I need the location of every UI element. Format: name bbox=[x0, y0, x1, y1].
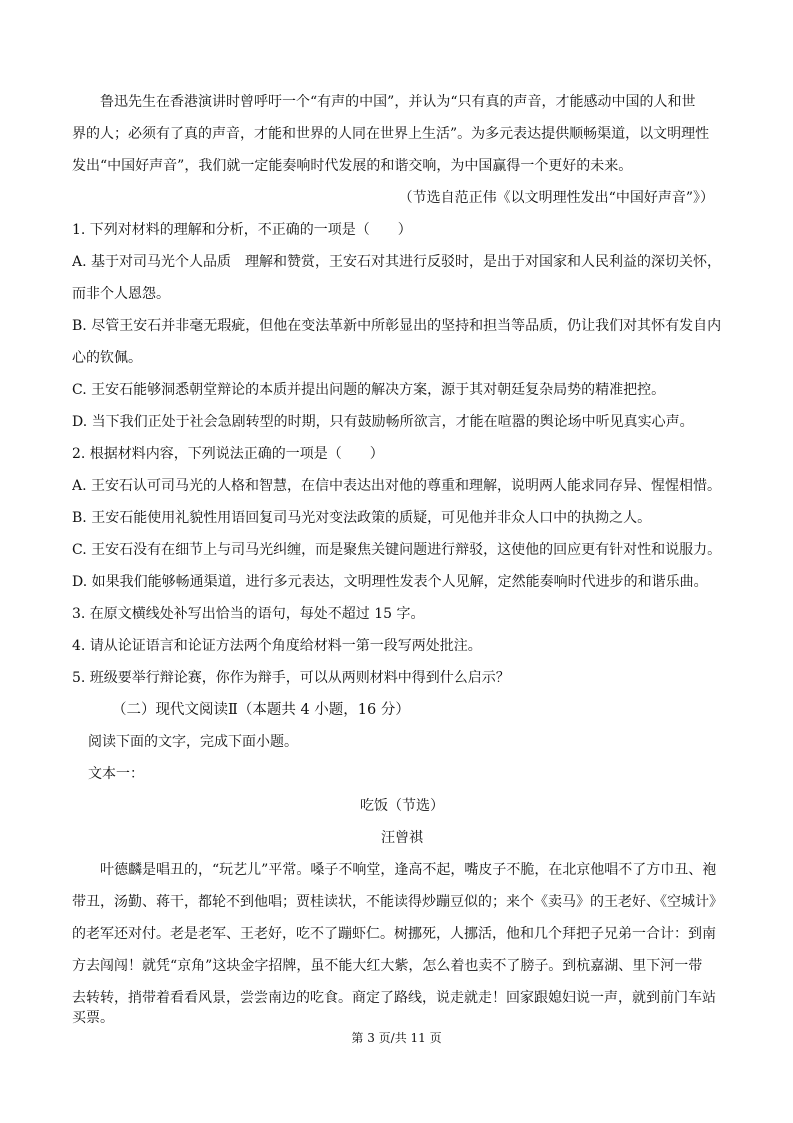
passage-source: （节选自范正伟《以文明理性发出“中国好声音”》） bbox=[398, 190, 714, 206]
question-1-stem: 1. 下列对材料的理解和分析，不正确的一项是（ ） bbox=[72, 222, 412, 238]
passage-line: 界的人；必须有了真的声音，才能和世界的人同在世界上生活”。为多元表达提供顺畅渠道，以文明理性 bbox=[72, 126, 710, 142]
article-line: 去转转，捎带着看看风景，尝尝南边的吃食。商定了路线，说走就走！回家跟媳妇说一声，就到前门车站 bbox=[72, 990, 716, 1006]
article-line: 叶德麟是唱丑的，“玩艺儿”平常。嗓子不响堂，逢高不起，嘴皮子不脆，在北京他唱不了方巾丑、袍 bbox=[100, 862, 717, 878]
article-line: 带丑，汤勤、蒋干，都轮不到他唱；贾桂读状，不能读得炒蹦豆似的；来个《卖马》的王老好、《空城计》 bbox=[72, 894, 723, 910]
question-2-option-a: A. 王安石认可司马光的人格和智慧，在信中表达出对他的尊重和理解，说明两人能求同存异、惺惺相惜。 bbox=[72, 478, 722, 494]
section-instruction: 阅读下面的文字，完成下面小题。 bbox=[88, 734, 298, 750]
question-4: 4. 请从论证语言和论证方法两个角度给材料一第一段写两处批注。 bbox=[72, 638, 482, 654]
question-1-option-b: B. 尽管王安石并非毫无瑕疵，但他在变法革新中所彰显出的坚持和担当等品质，仍让我们对其怀有发自内 bbox=[72, 318, 722, 334]
question-1-option-b-cont: 心的钦佩。 bbox=[72, 350, 142, 366]
page-footer: 第 3 页/共 11 页 bbox=[351, 1031, 442, 1045]
question-1-option-a-cont: 而非个人恩怨。 bbox=[72, 286, 170, 302]
question-5: 5. 班级要举行辩论赛，你作为辩手，可以从两则材料中得到什么启示？ bbox=[72, 670, 510, 686]
question-1-option-a: A. 基于对司马光个人品质 理解和赞赏，王安石对其进行反驳时，是出于对国家和人民利益的深切关怀， bbox=[72, 254, 722, 270]
question-1-option-c: C. 王安石能够洞悉朝堂辩论的本质并提出问题的解决方案，源于其对朝廷复杂局势的精准把控。 bbox=[72, 382, 666, 398]
section-heading: （二）现代文阅读Ⅱ（本题共 4 小题，16 分） bbox=[112, 702, 410, 718]
question-3: 3. 在原文横线处补写出恰当的语句，每处不超过 15 字。 bbox=[72, 606, 425, 622]
article-title: 吃饭（节选） bbox=[360, 798, 444, 814]
passage-line: 发出“中国好声音”，我们就一定能奏响时代发展的和谐交响，为中国赢得一个更好的未来。 bbox=[72, 158, 633, 174]
passage-line: 鲁迅先生在香港演讲时曾呼吁一个“有声的中国”，并认为“只有真的声音，才能感动中国的人和世 bbox=[100, 94, 696, 110]
article-line: 买票。 bbox=[72, 1010, 114, 1026]
question-2-stem: 2. 根据材料内容，下列说法正确的一项是（ ） bbox=[72, 446, 384, 462]
article-author: 汪曾祺 bbox=[381, 830, 423, 846]
text-label: 文本一： bbox=[88, 766, 144, 782]
question-2-option-c: C. 王安石没有在细节上与司马光纠缠，而是聚焦关键问题进行辩驳，这使他的回应更有针对性和说服力。 bbox=[72, 542, 722, 558]
question-2-option-d: D. 如果我们能够畅通渠道，进行多元表达，文明理性发表个人见解，定然能奏响时代进步的和谐乐曲。 bbox=[72, 574, 708, 590]
question-2-option-b: B. 王安石能使用礼貌性用语回复司马光对变法政策的质疑，可见他并非众人口中的执拗之人。 bbox=[72, 510, 652, 526]
question-1-option-d: D. 当下我们正处于社会急剧转型的时期，只有鼓励畅所欲言，才能在喧嚣的舆论场中听见真实心声。 bbox=[72, 414, 694, 430]
article-line: 方去闯闯！就凭“京角”这块金字招牌，虽不能大红大紫，怎么着也卖不了膀子。到杭嘉湖、里下河一带 bbox=[72, 958, 703, 974]
article-line: 的老军还对付。老是老军、王老好，吃不了蹦虾仁。树挪死，人挪活，他和几个拜把子兄弟一合计：到南 bbox=[72, 926, 716, 942]
